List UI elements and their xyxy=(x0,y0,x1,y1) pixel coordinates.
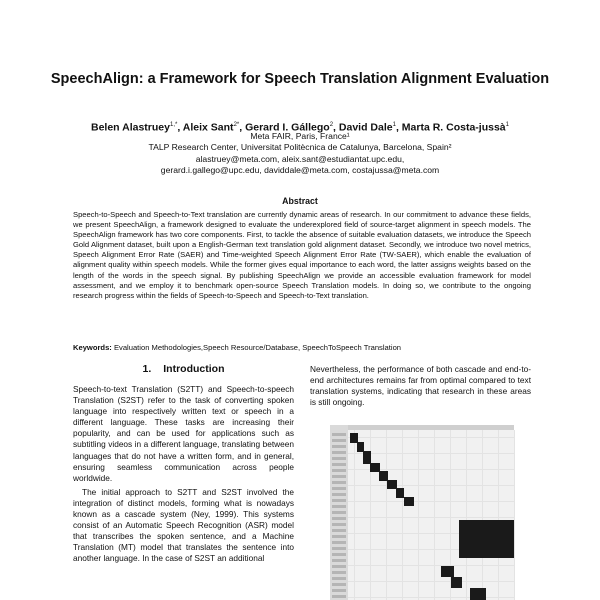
body-paragraph: The initial approach to S2TT and S2ST involved the integration of distinct models, forming what is nowadays known as a cascade system (Ney, 1999). This systems consist of an Automatic Speech Recognition (ASR) model that transcribes the spoken sentence, and a Machine Translation (MT) model that translates the sentence into another language. In the case of S2ST an additional xyxy=(73,486,294,564)
figure-row-label xyxy=(332,481,346,484)
keywords-text: Evaluation Methodologies,Speech Resource/Database, SpeechToSpeech Translation xyxy=(113,343,402,352)
keywords xyxy=(73,343,531,353)
author-name: David Dale xyxy=(338,121,393,134)
figure-row-label xyxy=(332,457,346,460)
figure-row-label xyxy=(332,469,346,472)
figure-row-label xyxy=(332,595,346,598)
left-column xyxy=(73,384,294,565)
body-paragraph: Nevertheless, the performance of both cascade and end-to-end architectures remains far from optimal compared to text translation systems, indicating that research in these areas is still ongoing. xyxy=(310,364,531,408)
figure-grid-col xyxy=(386,430,387,600)
figure-grid-col xyxy=(514,430,515,600)
figure-row-label xyxy=(332,445,346,448)
figure-grid-col xyxy=(466,430,467,600)
figure-grid-row xyxy=(348,453,514,454)
figure-row-label xyxy=(332,505,346,508)
author-name: Gerard I. Gállego xyxy=(245,121,330,134)
figure-row-label xyxy=(332,583,346,586)
author-affil-mark: 2* xyxy=(233,122,240,128)
figure-row-label xyxy=(332,553,346,556)
alignment-cell xyxy=(396,488,404,498)
body-paragraph: Speech-to-text Translation (S2TT) and Speech-to-speech Translation (S2ST) refer to the task of converting spoken language into respectively written text or speech in a different language. These tasks are increasing their popularity, and can be used for applications such as subtitling videos in a different language, translating between languages that do not have a written form, and in general, ensuring seamless communication across people worldwide. xyxy=(73,384,294,483)
figure-row-label xyxy=(332,571,346,574)
author-name: Aleix Sant xyxy=(182,121,234,134)
figure-row-label xyxy=(332,463,346,466)
figure-grid-row xyxy=(348,517,514,518)
section-number: 1. xyxy=(142,363,152,375)
alignment-cell xyxy=(404,497,414,506)
figure-grid-col xyxy=(418,430,419,600)
figure-row-label xyxy=(332,493,346,496)
section-heading xyxy=(73,363,294,376)
email-line: gerard.i.gallego@upc.edu, daviddale@meta.com, costajussa@meta.com xyxy=(160,164,440,175)
figure-row-label xyxy=(332,517,346,520)
figure-row-label xyxy=(332,547,346,550)
author-name: Belen Alastruey xyxy=(91,121,170,134)
figure-row-label xyxy=(332,451,346,454)
alignment-cell xyxy=(459,520,514,558)
figure-row-label xyxy=(332,589,346,592)
figure-grid-row xyxy=(348,437,514,438)
abstract-text: Speech-to-Speech and Speech-to-Text translation are currently dynamic areas of research. In our commitment to advance these fields, we present SpeechAlign, a framework designed to evaluate the underexplored field of source-target alignment in speech models. The SpeechAlign framework has two core components. First, to tackle the absence of suitable evaluation datasets, we introduce the Speech Gold Alignment dataset, built upon a English-German text translation gold alignment dataset. Secondly, we introduce two novel metrics, Speech Alignment Error Rate (SAER) and Time-weighted Speech Alignment Error Rate (TW-SAER), which enable the evaluation of alignment quality within speech models. While the former gives equal importance to each word, the latter assigns weights based on the length of the words in the speech signal. By publishing SpeechAlign we provide an accessible evaluation framework for model assessment, and we employ it to benchmark open-source Speech Translation models. In doing so, we contribute to the ongoing research progress within the fields of Speech-to-Speech and Speech-to-Text translation. xyxy=(73,210,531,300)
figure-row-label xyxy=(332,523,346,526)
figure-grid-row xyxy=(348,485,514,486)
email-line: alastruey@meta.com, aleix.sant@estudiantat.upc.edu, xyxy=(195,153,405,164)
figure-grid-col xyxy=(498,430,499,600)
figure-token-axis xyxy=(330,425,514,430)
author-affil-mark: 2 xyxy=(329,122,334,128)
author-list: Belen Alastruey$^{1,*}$, Aleix Sant$^{2*}$, Gerard I. Gállego$^2$, David Dale$^1$, Marta R. Costa-jussà$^1$ xyxy=(91,121,509,134)
figure-row-label xyxy=(332,559,346,562)
figure-row-label xyxy=(332,541,346,544)
figure-row-label xyxy=(332,529,346,532)
keywords-label: Keywords: xyxy=(73,343,112,352)
figure-grid-col xyxy=(354,430,355,600)
figure-row-label xyxy=(332,487,346,490)
affiliations xyxy=(40,131,560,176)
figure-grid-row xyxy=(348,581,514,582)
right-column xyxy=(310,364,531,408)
figure-grid-col xyxy=(402,430,403,600)
figure-grid-row xyxy=(348,501,514,502)
alignment-figure xyxy=(330,425,514,600)
alignment-cell xyxy=(451,577,462,588)
figure-row-label xyxy=(332,475,346,478)
figure-row-label xyxy=(332,433,346,436)
figure-grid-row xyxy=(348,597,514,598)
author-affil-mark: 1 xyxy=(505,122,509,128)
paper-title: SpeechAlign: a Framework for Speech Translation Alignment Evaluation xyxy=(50,71,550,87)
abstract-heading: Abstract xyxy=(282,196,318,206)
figure-grid-col xyxy=(482,430,483,600)
figure-row-label xyxy=(332,499,346,502)
figure-row-label xyxy=(332,577,346,580)
author-affil-mark: 1 xyxy=(392,122,396,128)
section-title: Introduction xyxy=(163,363,225,375)
alignment-cell xyxy=(441,566,454,577)
author-name: Marta R. Costa-jussà xyxy=(401,121,506,134)
alignment-cell xyxy=(470,588,486,600)
author-affil-mark: 1,* xyxy=(169,122,178,128)
affiliation-line: TALP Research Center, Universitat Politècnica de Catalunya, Barcelona, Spain² xyxy=(148,142,452,153)
figure-grid-col xyxy=(434,430,435,600)
affiliation-line: Meta FAIR, Paris, France¹ xyxy=(250,131,350,141)
figure-grid-row xyxy=(348,565,514,566)
figure-row-label xyxy=(332,535,346,538)
figure-row-label xyxy=(332,565,346,568)
figure-row-label xyxy=(332,439,346,442)
figure-row-label xyxy=(332,511,346,514)
